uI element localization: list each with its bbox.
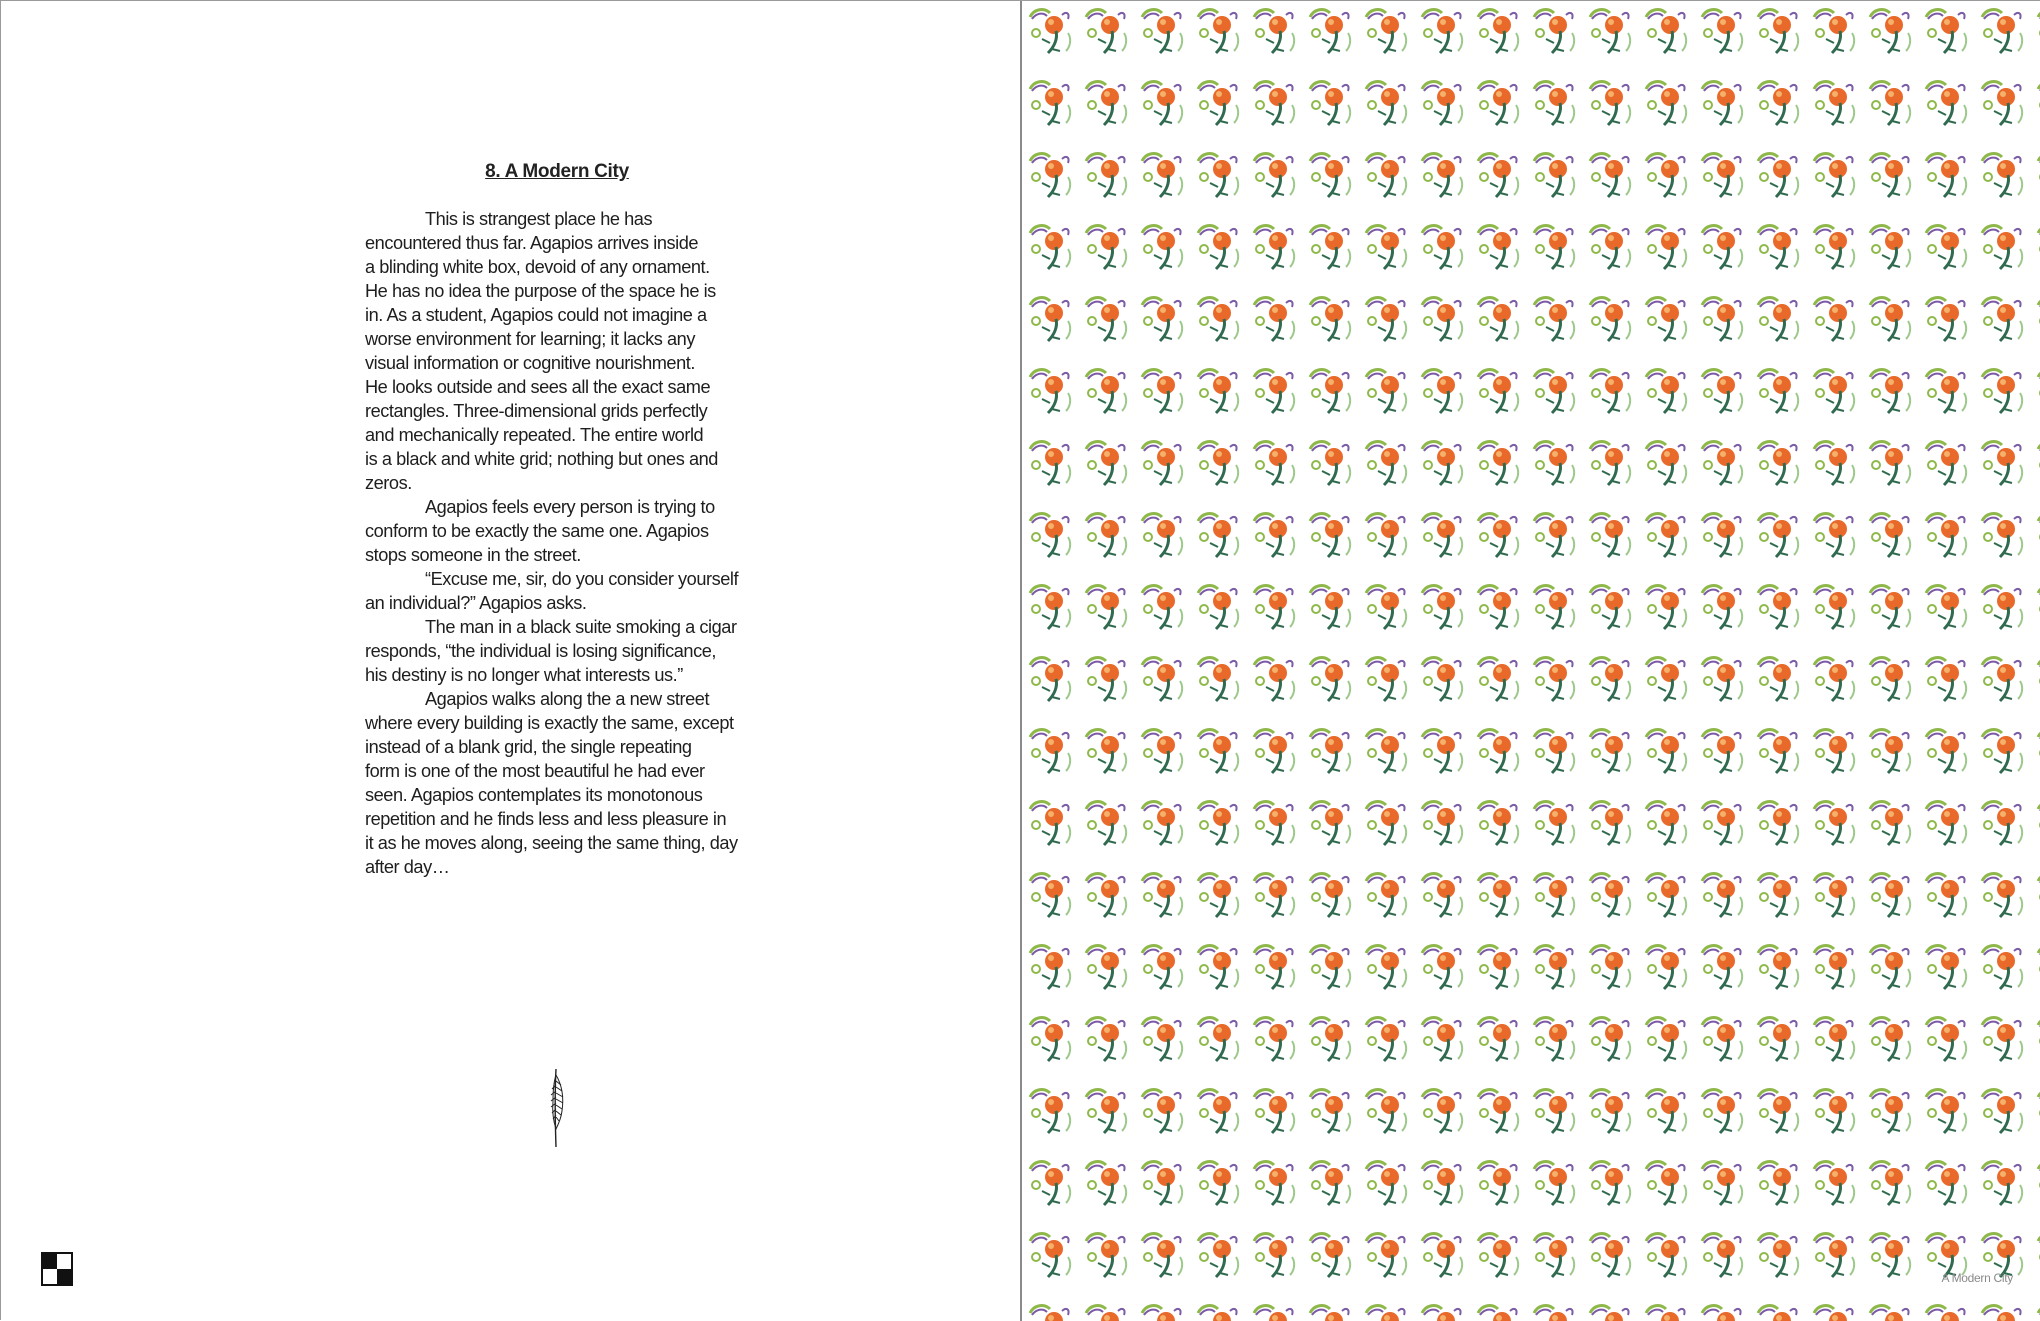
body-line: a blinding white box, devoid of any ornament. (365, 257, 710, 277)
body-line: his destiny is no longer what interests us.” (365, 665, 683, 685)
body-line: is a black and white grid; nothing but ones and (365, 449, 718, 469)
quill-icon (542, 1067, 572, 1149)
right-page-pattern (1022, 1, 2040, 1321)
body-line: repetition and he finds less and less pleasure in (365, 809, 727, 829)
running-footer-title: A Modern City (1941, 1271, 2013, 1285)
body-line: seen. Agapios contemplates its monotonous (365, 785, 703, 805)
chapter-title: 8. A Modern City (485, 161, 629, 182)
body-line: and mechanically repeated. The entire world (365, 425, 704, 445)
body-line: visual information or cognitive nourishment. (365, 353, 695, 373)
body-line: He looks outside and sees all the exact same (365, 377, 711, 397)
body-line: an individual?” Agapios asks. (365, 593, 587, 613)
body-line: worse environment for learning; it lacks any (365, 329, 695, 349)
body-line: rectangles. Three-dimensional grids perfectly (365, 401, 708, 421)
body-line: stops someone in the street. (365, 545, 581, 565)
body-line: where every building is exactly the same, except (365, 713, 734, 733)
body-line: encountered thus far. Agapios arrives inside (365, 233, 699, 253)
body-line: instead of a blank grid, the single repeating (365, 737, 692, 757)
body-line: “Excuse me, sir, do you consider yourself (425, 569, 739, 589)
body-line: in. As a student, Agapios could not imagine a (365, 305, 707, 325)
body-line: form is one of the most beautiful he had ever (365, 761, 705, 781)
repeating-ornament-pattern (1022, 1, 2040, 1321)
chapter-body (365, 207, 749, 879)
body-line: This is strangest place he has (425, 209, 653, 229)
body-line: conform to be exactly the same one. Agapios (365, 521, 709, 541)
body-line: after day… (365, 857, 450, 877)
body-line: He has no idea the purpose of the space he is (365, 281, 716, 301)
left-page (1, 1, 1021, 1321)
body-line: Agapios walks along the a new street (425, 689, 710, 709)
body-line: responds, “the individual is losing significance, (365, 641, 716, 661)
checker-logo-icon (41, 1252, 73, 1286)
body-line: zeros. (365, 473, 412, 493)
body-line: it as he moves along, seeing the same thing, day (365, 833, 738, 853)
body-line: Agapios feels every person is trying to (425, 497, 715, 517)
body-line: The man in a black suite smoking a cigar (425, 617, 737, 637)
